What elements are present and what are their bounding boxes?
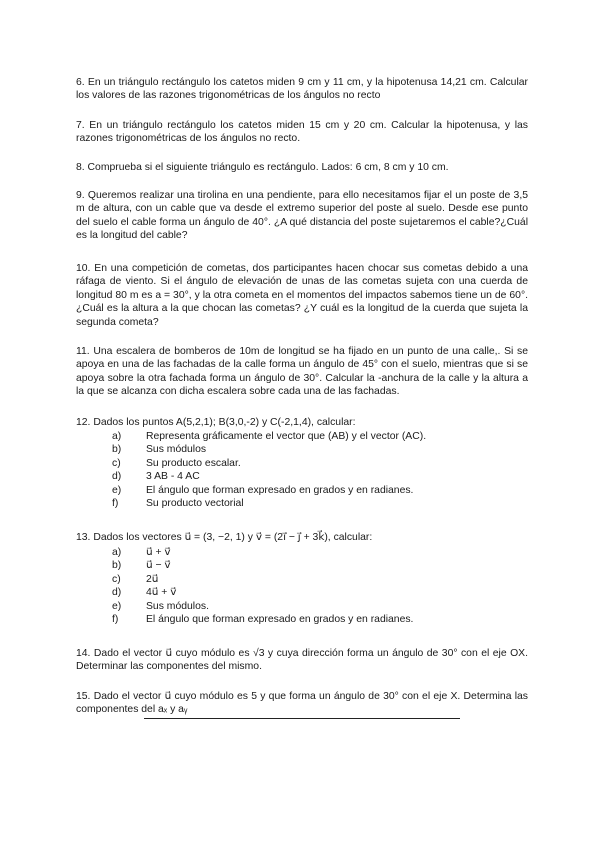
problem-8: 8. Comprueba si el siguiente triángulo es rectángulo. Lados: 6 cm, 8 cm y 10 cm. <box>76 162 449 173</box>
list-item <box>112 586 413 599</box>
list-item <box>112 546 413 559</box>
item-text: Sus módulos <box>146 444 207 456</box>
list-item <box>112 559 413 572</box>
list-item <box>112 600 413 613</box>
list-item <box>112 430 426 443</box>
item-text: 2u⃗ <box>146 573 159 585</box>
item-label: f) <box>112 614 119 626</box>
problem-7: 7. En un triángulo rectángulo los catetos miden 15 cm y 20 cm. Calcular la hipotenusa, y las razones trigonométricas de los ángulos no recto. <box>76 120 528 145</box>
item-label: b) <box>112 560 122 572</box>
item-label: d) <box>112 587 122 599</box>
problem-12-list <box>112 430 426 510</box>
item-label: f) <box>112 498 119 510</box>
item-text: Sus módulos. <box>146 600 209 612</box>
problem-14: 14. Dado el vector u⃗ cuyo módulo es √3 y cuya dirección forma un ángulo de 30° con el eje OX. Determinar las componentes del mismo. <box>76 648 528 673</box>
problem-10: 10. En una competición de cometas, dos participantes hacen chocar sus cometas debido a una ráfaga de viento. Si el ángulo de elevación de unas de las cometas sujeta con una cuerda de longitud 80 m es a = 30°, y la otra cometa en el momentos del impactos sabemos tiene un de 60°. ¿Cuál es la altura a la que chocan las cometas? ¿Y cuál es la longitud de la cuerda que sujeta la segunda cometa? <box>76 263 528 328</box>
item-label: b) <box>112 444 122 456</box>
problem-12: 12. Dados los puntos A(5,2,1); B(3,0,-2) y C(-2,1,4), calcular: <box>76 417 356 428</box>
problem-6: 6. En un triángulo rectángulo los catetos miden 9 cm y 11 cm, y la hipotenusa 14,21 cm. Calcular los valores de las razones trigonométricas de los ángulos no recto <box>76 77 528 102</box>
item-text: 3 AB - 4 AC <box>146 471 200 483</box>
item-text: Representa gráficamente el vector que (AB) y el vector (AC). <box>146 431 427 442</box>
problem-9: 9. Queremos realizar una tirolina en una pendiente, para ello necesitamos fijar el un poste de 3,5 m de altura, con un cable que va desde el extremo superior del poste al suelo. Desde ese punto del suelo el cable forma un ángulo de 40°. ¿A qué distancia del poste sujetaremos el cable?¿Cuál es la longitud del cable? <box>76 190 528 242</box>
problem-11: 11. Una escalera de bomberos de 10m de longitud se ha fijado en un punto de una calle,. Si se apoya en una de las fachadas de la calle forma un ángulo de 45° con el suelo, mientras que si se apoya sobre la otra fachada forma un ángulo de 30°. Calcular la -anchura de la calle y la altura a la que se alcanza con dicha escalera sobre cada una de las fachadas. <box>76 346 528 398</box>
list-item <box>112 443 426 456</box>
item-label: a) <box>112 547 122 558</box>
problem-15: 15. Dado el vector u⃗ cuyo módulo es 5 y que forma un ángulo de 30° con el eje X. Determina las componentes del aₓ y aᵧ <box>76 691 528 716</box>
item-label: a) <box>112 431 122 442</box>
list-item <box>112 613 413 626</box>
item-text: El ángulo que forman expresado en grados y en radianes. <box>146 614 414 626</box>
item-text: u⃗ − v⃗ <box>146 560 171 572</box>
problem-13-list <box>112 546 413 626</box>
list-item <box>112 573 413 586</box>
item-text: Su producto vectorial <box>146 498 244 510</box>
item-text: 4u⃗ + v⃗ <box>146 587 177 599</box>
item-text: Su producto escalar. <box>146 457 241 469</box>
list-item <box>112 470 426 483</box>
item-label: c) <box>112 573 121 585</box>
underline-rule <box>144 718 460 719</box>
item-label: c) <box>112 457 121 469</box>
list-item <box>112 497 426 510</box>
item-text: u⃗ + v⃗ <box>146 547 171 558</box>
list-item <box>112 484 426 497</box>
item-label: e) <box>112 600 122 612</box>
item-text: El ángulo que forman expresado en grados y en radianes. <box>146 484 414 496</box>
item-label: e) <box>112 484 122 496</box>
problem-13: 13. Dados los vectores u⃗ = (3, −2, 1) y v⃗ = (2i⃗ − j⃗ + 3k⃗), calcular: <box>76 532 373 543</box>
item-label: d) <box>112 471 122 483</box>
list-item <box>112 457 426 470</box>
